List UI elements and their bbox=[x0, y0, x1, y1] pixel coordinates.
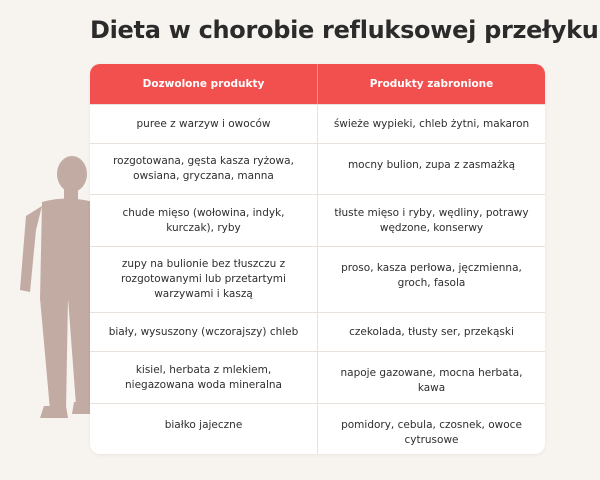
allowed-cell: zupy na bulionie bez tłuszczu z rozgotowanymi lub przetartymi warzywami i kaszą bbox=[121, 258, 286, 300]
allowed-cell: rozgotowana, gęsta kasza ryżowa, owsiana, gryczana, manna bbox=[113, 155, 294, 182]
table-row bbox=[90, 403, 545, 454]
forbidden-cell: proso, kasza perłowa, jęczmienna, groch, fasola bbox=[317, 247, 545, 312]
forbidden-cell: pomidory, cebula, czosnek, owoce cytrusowe bbox=[317, 404, 545, 454]
allowed-cell: puree z warzyw i owoców bbox=[136, 117, 271, 130]
table-row bbox=[90, 194, 545, 246]
table-row bbox=[90, 312, 545, 351]
allowed-cell: kisiel, herbata z mlekiem, niegazowana woda mineralna bbox=[125, 363, 282, 391]
allowed-cell: chude mięso (wołowina, indyk, kurczak), ryby bbox=[122, 206, 285, 234]
header-forbidden: Produkty zabronione bbox=[317, 64, 545, 104]
table-row bbox=[90, 246, 545, 312]
table-row bbox=[90, 143, 545, 194]
forbidden-cell: napoje gazowane, mocna herbata, kawa bbox=[317, 352, 545, 403]
header-allowed: Dozwolone produkty bbox=[142, 78, 265, 90]
page-title: Dieta w chorobie refluksowej przełyku bbox=[90, 16, 599, 44]
forbidden-cell: czekolada, tłusty ser, przekąski bbox=[317, 313, 545, 351]
forbidden-cell: mocny bulion, zupa z zasmażką bbox=[317, 144, 545, 194]
forbidden-cell: świeże wypieki, chleb żytni, makaron bbox=[317, 105, 545, 143]
table-row bbox=[90, 104, 545, 143]
allowed-cell: biały, wysuszony (wczorajszy) chleb bbox=[108, 325, 299, 338]
diet-table bbox=[90, 64, 545, 454]
forbidden-cell: tłuste mięso i ryby, wędliny, potrawy wędzone, konserwy bbox=[317, 195, 545, 246]
allowed-cell: białko jajeczne bbox=[164, 419, 243, 431]
table-row bbox=[90, 351, 545, 403]
table-header bbox=[90, 64, 545, 104]
